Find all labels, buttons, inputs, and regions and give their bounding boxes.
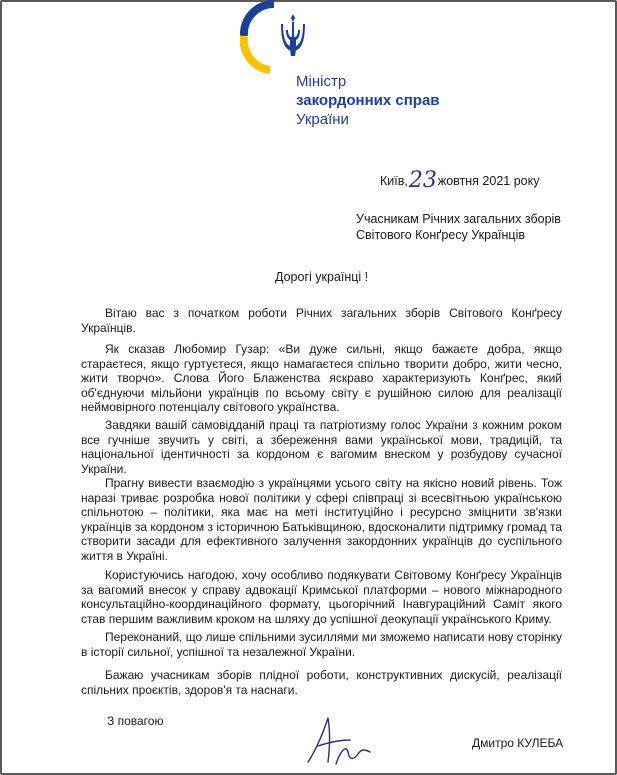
paragraph-7: Бажаю учасникам зборів плідної роботи, конструктивних дискусій, реалізації спільних проєктів, здоров'я та наснаги. <box>81 668 562 697</box>
ministry-title-line2: закордонних справ <box>296 92 440 109</box>
signer-name: Дмитро КУЛЕБА <box>472 736 564 750</box>
ministry-logo <box>240 0 320 80</box>
paragraph-6: Переконаний, що лише спільними зусиллями ми зможемо написати нову сторінку в історії сильної, успішної та незалежної України. <box>81 630 562 659</box>
dateline-city: Київ, <box>380 174 408 188</box>
dateline-month-year: жовтня 2021 року <box>437 174 540 188</box>
ministry-title-line3: України <box>296 111 349 128</box>
greeting: Дорогі українці ! <box>275 270 369 284</box>
trident-icon <box>281 14 305 56</box>
dateline <box>380 166 539 191</box>
ministry-title <box>296 72 440 129</box>
dateline-day-handwritten: 23 <box>408 168 437 193</box>
signature <box>300 706 380 768</box>
ministry-title-line1: Міністр <box>296 73 347 90</box>
addressee-line1: Учасникам Річних загальних зборів <box>356 212 561 226</box>
paragraph-4: Прагну вивести взаємодію з українцями усього світу на якісно новий рівень. Тож наразі триває розробка нової політики у сфері співпраці зі всесвітньою українською спільнотою – політики, яка має на меті інституційно і ресурсно зміцнити зв'язки українців за кордоном з історичною Батьківщиною, вдосконалити підтримку громад та створити засади для ефективного залучення закордонних українців до суспільного життя в Україні. <box>81 476 562 563</box>
addressee-line2: Світового Конґресу Українців <box>356 228 526 242</box>
closing: З повагою <box>107 714 164 728</box>
paragraph-3: Завдяки вашій самовідданій праці та патріотизму голос України з кожним роком все гучніше звучить у світі, а збереження вами української мови, традицій, та національної ідентичності за кордоном є вагомим внеском у розбудову сучасної України. <box>81 418 562 476</box>
addressee <box>356 211 561 243</box>
paragraph-1: Вітаю вас з початком роботи Річних загальних зборів Світового Конґресу Українців. <box>81 306 562 335</box>
paragraph-5: Користуючись нагодою, хочу особливо подякувати Світовому Конґресу Українців за вагомий внесок у справу адвокації Кримської платформи – нового міжнародного консультаційно-координаційного формату, цьогорічний Інавгураційний Саміт якого став першим важливим кроком на шляху до успішної деокупації українського Криму. <box>81 568 562 626</box>
paragraph-2: Як сказав Любомир Гузар: «Ви дуже сильні, якщо бажаєте добра, якщо стараєтеся, якщо гуртуєтеся, якщо намагаєтеся спільно творити добро, жити чесно, жити творчо». Слова Його Блаженства яскраво характеризують Конґрес, який об'єднуючи мільйони українців по всьому світу є рушійною силою для реалізації неймовірного потенціалу світового українства. <box>81 342 562 414</box>
